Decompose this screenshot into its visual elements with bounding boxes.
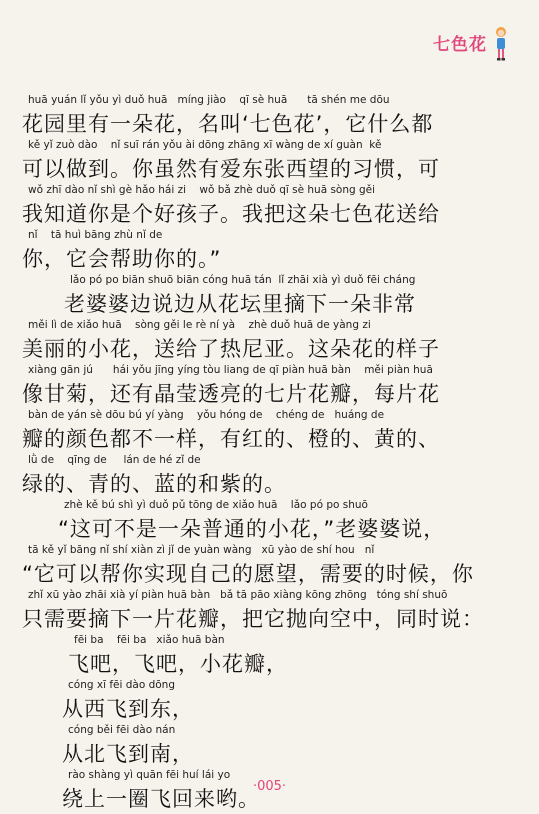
pinyin-line: fēi ba fēi ba xiǎo huā bàn bbox=[74, 634, 225, 646]
pinyin-line: huā yuán lǐ yǒu yì duǒ huā míng jiào qī sè huā tā shén me dōu bbox=[28, 94, 390, 106]
hanzi-line: 美丽的小花，送给了热尼亚。这朵花的样子 bbox=[22, 337, 440, 361]
text-line bbox=[22, 139, 522, 184]
text-line bbox=[22, 319, 522, 364]
hanzi-line: 老婆婆边说边从花坛里摘下一朵非常 bbox=[64, 292, 416, 316]
hanzi-line: 从北飞到南， bbox=[62, 742, 194, 766]
hanzi-line: 瓣的颜色都不一样，有红的、橙的、黄的、 bbox=[22, 427, 440, 451]
pinyin-line: měi lì de xiǎo huā sòng gěi le rè ní yà zhè duǒ huā de yàng zi bbox=[28, 319, 371, 331]
text-line bbox=[22, 229, 522, 274]
hanzi-line: 从西飞到东， bbox=[62, 697, 194, 721]
hanzi-line: 飞吧，飞吧，小花瓣， bbox=[68, 652, 288, 676]
pinyin-line: wǒ zhī dào nǐ shì gè hǎo hái zi wǒ bǎ zhè duǒ qī sè huā sòng gěi bbox=[28, 184, 376, 196]
hanzi-line: 只需要摘下一片花瓣，把它抛向空中，同时说： bbox=[22, 607, 484, 631]
pinyin-line: zhǐ xū yào zhāi xià yí piàn huā bàn bǎ tā pāo xiàng kōng zhōng tóng shí shuō bbox=[28, 589, 448, 601]
text-line bbox=[22, 454, 522, 499]
text-line bbox=[22, 634, 522, 679]
text-line bbox=[22, 409, 522, 454]
hanzi-line: 花园里有一朵花，名叫‘七色花’，它什么都 bbox=[22, 112, 434, 136]
hanzi-line: 我知道你是个好孩子。我把这朵七色花送给 bbox=[22, 202, 440, 226]
text-line bbox=[22, 364, 522, 409]
pinyin-line: cóng běi fēi dào nán bbox=[68, 724, 176, 736]
pinyin-line: nǐ tā huì bāng zhù nǐ de bbox=[28, 229, 163, 241]
text-line bbox=[22, 544, 522, 589]
hanzi-line: “它可以帮你实现自己的愿望，需要的时候，你 bbox=[22, 562, 474, 586]
story-text bbox=[22, 94, 522, 814]
text-line bbox=[22, 94, 522, 139]
hanzi-line: 你，它会帮助你的。” bbox=[22, 247, 222, 271]
pinyin-line: tā kě yǐ bāng nǐ shí xiàn zì jǐ de yuàn wàng xū yào de shí hou nǐ bbox=[28, 544, 375, 556]
hanzi-line: 可以做到。你虽然有爱东张西望的习惯，可 bbox=[22, 157, 440, 181]
text-line bbox=[22, 184, 522, 229]
page-header-title: 七色花 bbox=[433, 35, 487, 55]
text-line bbox=[22, 724, 522, 769]
text-line bbox=[22, 589, 522, 634]
pinyin-line: lǜ de qīng de lán de hé zǐ de bbox=[28, 454, 201, 466]
pinyin-line: kě yǐ zuò dào nǐ suī rán yǒu ài dōng zhāng xī wàng de xí guàn kě bbox=[28, 139, 382, 151]
hanzi-line: 像甘菊，还有晶莹透亮的七片花瓣，每片花 bbox=[22, 382, 440, 406]
page-number: ·005· bbox=[252, 779, 287, 794]
pinyin-line: zhè kě bú shì yì duǒ pǔ tōng de xiǎo huā lǎo pó po shuō bbox=[64, 499, 368, 511]
hanzi-line: “这可不是一朵普通的小花，”老婆婆说， bbox=[58, 517, 446, 541]
text-line bbox=[22, 679, 522, 724]
text-line bbox=[22, 274, 522, 319]
pinyin-line: rào shàng yì quān fēi huí lái yo bbox=[68, 769, 231, 781]
girl-illustration-icon bbox=[493, 26, 509, 62]
text-line bbox=[22, 499, 522, 544]
hanzi-line: 绿的、青的、蓝的和紫的。 bbox=[22, 472, 286, 496]
pinyin-line: lǎo pó po biān shuō biān cóng huā tán lǐ zhāi xià yì duǒ fēi cháng bbox=[70, 274, 416, 286]
hanzi-line: 绕上一圈飞回来哟。 bbox=[62, 787, 260, 811]
pinyin-line: bàn de yán sè dōu bú yí yàng yǒu hóng de chéng de huáng de bbox=[28, 409, 385, 421]
pinyin-line: cóng xī fēi dào dōng bbox=[68, 679, 176, 691]
pinyin-line: xiàng gān jú hái yǒu jīng yíng tòu liang de qī piàn huā bàn měi piàn huā bbox=[28, 364, 433, 376]
